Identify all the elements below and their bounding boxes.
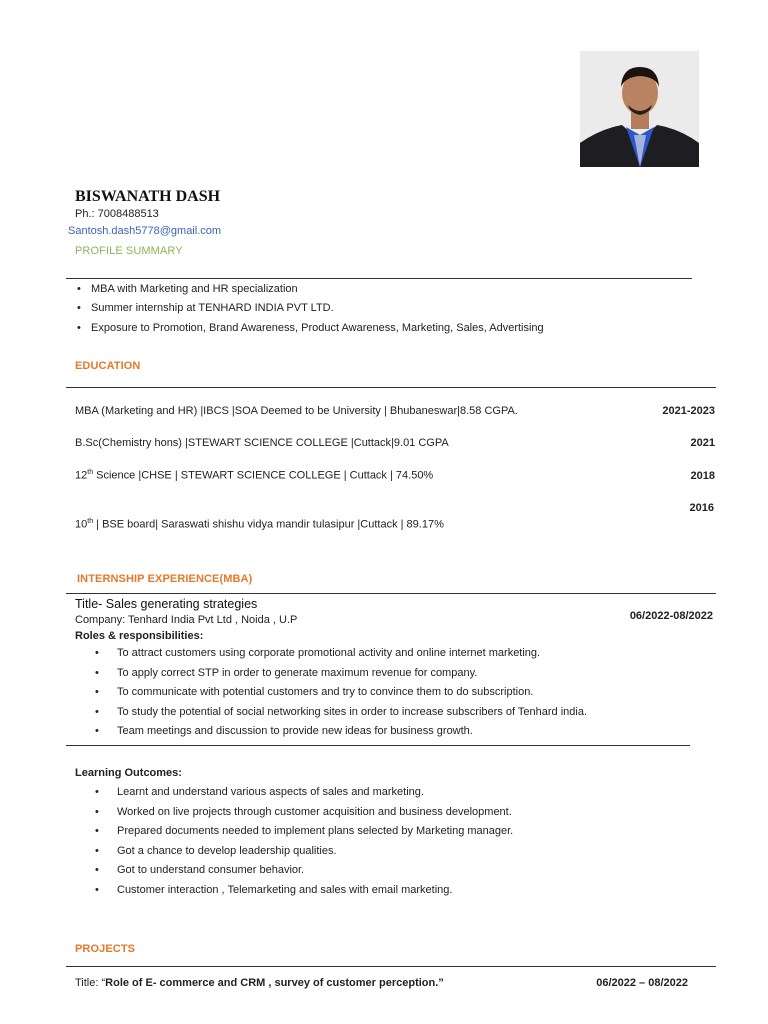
divider [66, 387, 716, 388]
list-item: • Summer internship at TENHARD INDIA PVT LTD. [75, 299, 544, 318]
project-dates: 06/2022 – 08/2022 [596, 977, 688, 989]
email-link[interactable]: Santosh.dash5778@gmail.com [68, 225, 222, 237]
list-item: • Got to understand consumer behavior. [75, 861, 513, 881]
education-row: B.Sc(Chemistry hons) |STEWART SCIENCE COLLEGE |Cuttack|9.01 CGPA [75, 437, 449, 449]
list-item: • Got a chance to develop leadership qualities. [75, 842, 513, 862]
education-year: 2016 [689, 502, 714, 514]
internship-company: Company: Tenhard India Pvt Ltd , Noida , U.P [75, 614, 298, 626]
internship-heading: INTERNSHIP EXPERIENCE(MBA) [77, 573, 253, 585]
list-item: • Customer interaction , Telemarketing and sales with email marketing. [75, 881, 513, 901]
roles-list [75, 644, 587, 742]
education-year: 2021-2023 [662, 405, 715, 417]
list-item: • To communicate with potential customers and try to convince them to do subscription. [75, 683, 587, 703]
divider [66, 278, 692, 279]
learning-outcomes-list [75, 783, 513, 900]
list-item: • To study the potential of social networking sites in order to increase subscribers of Tenhard india. [75, 703, 587, 723]
internship-dates: 06/2022-08/2022 [629, 610, 713, 622]
list-item: • To apply correct STP in order to generate maximum revenue for company. [75, 664, 587, 684]
education-year: 2021 [690, 437, 715, 449]
projects-heading: PROJECTS [75, 943, 136, 955]
profile-summary-list [75, 280, 544, 338]
list-item: • Team meetings and discussion to provide new ideas for business growth. [75, 722, 587, 742]
divider [66, 593, 716, 594]
learning-outcomes-heading: Learning Outcomes: [75, 767, 182, 779]
education-heading: EDUCATION [75, 360, 141, 372]
project-title: Title: “Role of E- commerce and CRM , survey of customer perception.” [75, 977, 444, 989]
person-photo-icon [580, 51, 699, 167]
list-item: • Worked on live projects through customer acquisition and business development. [75, 803, 513, 823]
list-item: • Prepared documents needed to implement plans selected by Marketing manager. [75, 822, 513, 842]
list-item: • To attract customers using corporate promotional activity and online internet marketing. [75, 644, 587, 664]
profile-photo [580, 51, 699, 167]
education-year: 2018 [690, 470, 715, 482]
list-item: • Learnt and understand various aspects of sales and marketing. [75, 783, 513, 803]
list-item: • Exposure to Promotion, Brand Awareness, Product Awareness, Marketing, Sales, Advertising [75, 319, 544, 338]
candidate-name: BISWANATH DASH [75, 188, 221, 205]
profile-summary-heading: PROFILE SUMMARY [75, 245, 183, 257]
divider [66, 966, 716, 967]
roles-heading: Roles & responsibilities: [75, 630, 204, 642]
education-row: MBA (Marketing and HR) |IBCS |SOA Deemed to be University | Bhubaneswar|8.58 CGPA. [75, 405, 518, 417]
phone-number: Ph.: 7008488513 [75, 208, 159, 220]
education-row: 10th | BSE board| Saraswati shishu vidya mandir tulasipur |Cuttack | 89.17% [75, 518, 444, 531]
internship-title: Title- Sales generating strategies [75, 597, 258, 611]
list-item: • MBA with Marketing and HR specialization [75, 280, 544, 299]
divider [66, 745, 690, 746]
education-row: 12th Science |CHSE | STEWART SCIENCE COLLEGE | Cuttack | 74.50% [75, 469, 434, 482]
